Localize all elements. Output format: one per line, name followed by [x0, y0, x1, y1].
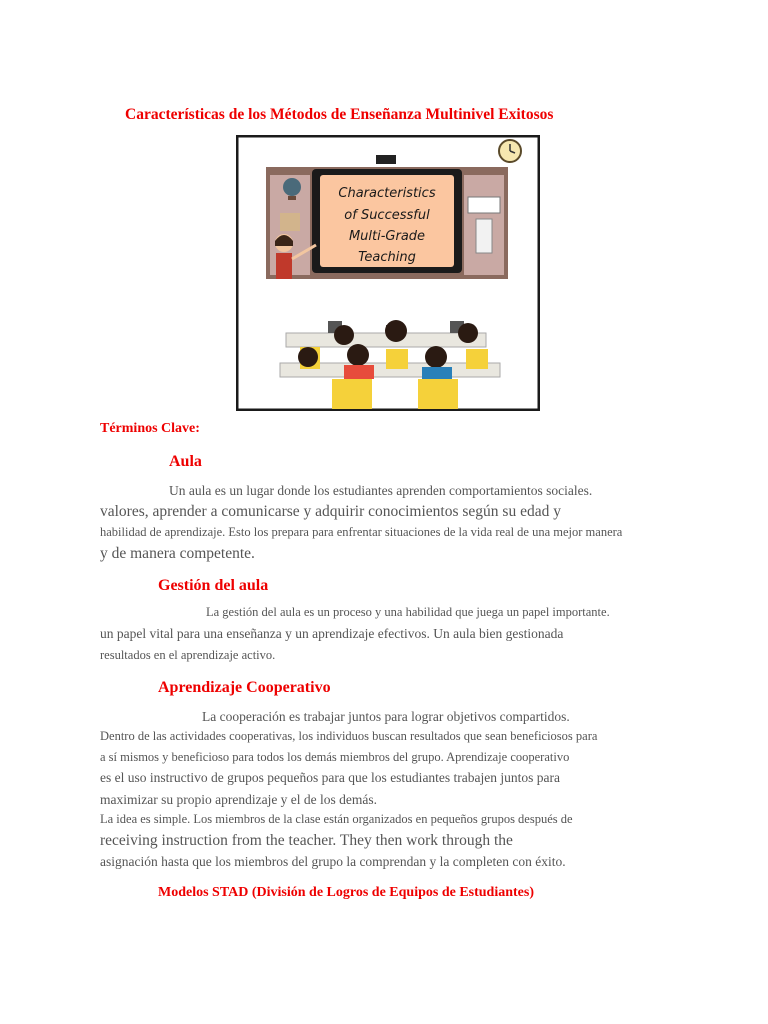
classroom-illustration: [236, 135, 540, 411]
paragraph-line: habilidad de aprendizaje. Esto los prepara para enfrentar situaciones de la vida real de una mejor manera: [100, 525, 623, 539]
paragraph-line: Un aula es un lugar donde los estudiantes aprenden comportamientos sociales.: [169, 483, 593, 498]
trophy-icon: [280, 213, 300, 231]
paragraph-line: a sí mismos y beneficioso para todos los demás miembros del grupo. Aprendizaje cooperativo: [100, 750, 570, 764]
globe-icon: [283, 178, 301, 196]
paragraph-line: es el uso instructivo de grupos pequeños para que los estudiantes trabajen juntos para: [100, 770, 561, 785]
student-head: [458, 323, 478, 343]
classroom-illustration-svg: [236, 135, 540, 411]
chair: [332, 379, 372, 409]
board-line-2: of Successful: [344, 208, 430, 223]
paragraph-line: Dentro de las actividades cooperativas, los individuos buscan resultados que sean beneficiosos para: [100, 729, 598, 743]
student-head: [298, 347, 318, 367]
student-head: [425, 346, 447, 368]
paragraph-line: La cooperación es trabajar juntos para lograr objetivos compartidos.: [202, 709, 570, 724]
section-heading-gestion: Gestión del aula: [158, 577, 269, 594]
board-line-1: Characteristics: [338, 186, 436, 201]
projector-icon: [376, 155, 396, 164]
student-head: [385, 320, 407, 342]
board-line-4: Teaching: [358, 250, 416, 265]
chair: [418, 379, 458, 409]
paragraph-line: un papel vital para una enseñanza y un aprendizaje efectivos. Un aula bien gestionada: [100, 626, 564, 641]
paragraph-line: resultados en el aprendizaje activo.: [100, 648, 276, 662]
page-title: Características de los Métodos de Enseñanza Multinivel Exitosos: [125, 106, 554, 123]
student-head: [347, 344, 369, 366]
paragraph-line: y de manera competente.: [100, 545, 255, 562]
paragraph-line: valores, aprender a comunicarse y adquirir conocimientos según su edad y: [100, 503, 561, 520]
student-head: [334, 325, 354, 345]
paragraph-line: maximizar su propio aprendizaje y el de los demás.: [100, 792, 378, 807]
section-heading-stad: Modelos STAD (División de Logros de Equipos de Estudiantes): [158, 885, 534, 900]
board-line-3: Multi-Grade: [348, 229, 426, 244]
section-heading-aula: Aula: [169, 453, 202, 470]
terms-heading: Términos Clave:: [100, 421, 200, 436]
paragraph-line: La idea es simple. Los miembros de la clase están organizados en pequeños grupos después de: [100, 812, 573, 826]
paragraph-line: asignación hasta que los miembros del grupo la comprendan y la completen con éxito.: [100, 854, 566, 869]
paragraph-line: La gestión del aula es un proceso y una habilidad que juega un papel importante.: [206, 605, 610, 619]
section-heading-cooperativo: Aprendizaje Cooperativo: [158, 679, 331, 696]
paragraph-line: receiving instruction from the teacher. They then work through the: [100, 832, 513, 849]
